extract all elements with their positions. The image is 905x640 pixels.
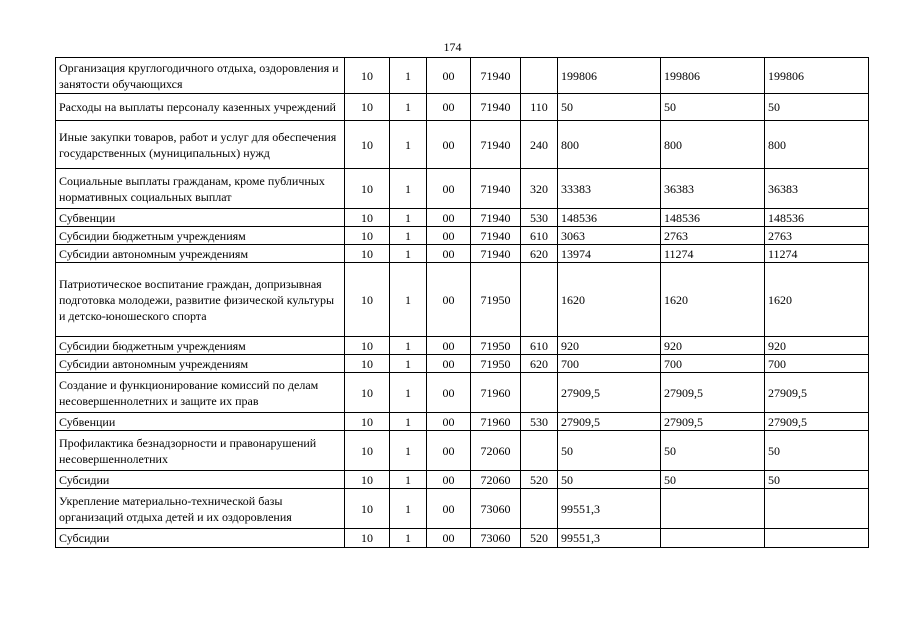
subsection-code: 1 (390, 337, 427, 355)
amount-year-1: 27909,5 (558, 373, 661, 413)
target-article-code: 71940 (471, 245, 521, 263)
program-code: 00 (427, 489, 471, 529)
expense-type-code (521, 58, 558, 94)
amount-year-2 (661, 529, 765, 548)
amount-year-3: 800 (765, 121, 869, 169)
amount-year-1: 199806 (558, 58, 661, 94)
amount-year-1: 99551,3 (558, 489, 661, 529)
table-row (56, 58, 869, 94)
amount-year-3: 148536 (765, 209, 869, 227)
amount-year-3: 2763 (765, 227, 869, 245)
expense-type-code: 520 (521, 529, 558, 548)
row-name: Укрепление материально-технической базы организаций отдыха детей и их оздоровления (56, 489, 345, 529)
subsection-code: 1 (390, 413, 427, 431)
amount-year-2: 2763 (661, 227, 765, 245)
expense-type-code: 610 (521, 227, 558, 245)
row-name: Субвенции (56, 413, 345, 431)
program-code: 00 (427, 121, 471, 169)
program-code: 00 (427, 209, 471, 227)
amount-year-3: 11274 (765, 245, 869, 263)
row-name: Субсидии бюджетным учреждениям (56, 227, 345, 245)
row-name: Социальные выплаты гражданам, кроме публичных нормативных социальных выплат (56, 169, 345, 209)
section-code: 10 (345, 471, 390, 489)
subsection-code: 1 (390, 121, 427, 169)
expense-type-code: 620 (521, 245, 558, 263)
target-article-code: 71940 (471, 227, 521, 245)
amount-year-1: 27909,5 (558, 413, 661, 431)
amount-year-2: 920 (661, 337, 765, 355)
target-article-code: 71940 (471, 209, 521, 227)
program-code: 00 (427, 227, 471, 245)
amount-year-3: 27909,5 (765, 373, 869, 413)
table-row (56, 227, 869, 245)
expense-type-code: 620 (521, 355, 558, 373)
section-code: 10 (345, 413, 390, 431)
program-code: 00 (427, 94, 471, 121)
section-code: 10 (345, 355, 390, 373)
section-code: 10 (345, 169, 390, 209)
target-article-code: 71950 (471, 337, 521, 355)
section-code: 10 (345, 245, 390, 263)
amount-year-1: 148536 (558, 209, 661, 227)
expense-type-code: 320 (521, 169, 558, 209)
target-article-code: 72060 (471, 471, 521, 489)
table-row (56, 94, 869, 121)
amount-year-1: 99551,3 (558, 529, 661, 548)
amount-year-3: 36383 (765, 169, 869, 209)
expense-type-code: 240 (521, 121, 558, 169)
row-name: Патриотическое воспитание граждан, допризывная подготовка молодежи, развитие физической культуры и детско-юношеского спорта (56, 263, 345, 337)
subsection-code: 1 (390, 94, 427, 121)
expense-type-code: 520 (521, 471, 558, 489)
row-name: Профилактика безнадзорности и правонарушений несовершеннолетних (56, 431, 345, 471)
amount-year-2: 148536 (661, 209, 765, 227)
row-name: Иные закупки товаров, работ и услуг для обеспечения государственных (муниципальных) нужд (56, 121, 345, 169)
target-article-code: 71940 (471, 121, 521, 169)
expense-type-code: 530 (521, 209, 558, 227)
table-row (56, 263, 869, 337)
section-code: 10 (345, 263, 390, 337)
table-row (56, 121, 869, 169)
section-code: 10 (345, 227, 390, 245)
program-code: 00 (427, 373, 471, 413)
row-name: Субсидии бюджетным учреждениям (56, 337, 345, 355)
subsection-code: 1 (390, 529, 427, 548)
amount-year-3: 1620 (765, 263, 869, 337)
amount-year-1: 3063 (558, 227, 661, 245)
amount-year-2: 199806 (661, 58, 765, 94)
subsection-code: 1 (390, 245, 427, 263)
amount-year-2: 50 (661, 471, 765, 489)
section-code: 10 (345, 431, 390, 471)
program-code: 00 (427, 431, 471, 471)
expense-type-code: 110 (521, 94, 558, 121)
amount-year-2: 27909,5 (661, 373, 765, 413)
table-row (56, 529, 869, 548)
amount-year-3: 50 (765, 471, 869, 489)
amount-year-1: 13974 (558, 245, 661, 263)
program-code: 00 (427, 337, 471, 355)
amount-year-2: 700 (661, 355, 765, 373)
row-name: Субвенции (56, 209, 345, 227)
amount-year-2: 1620 (661, 263, 765, 337)
target-article-code: 71950 (471, 263, 521, 337)
subsection-code: 1 (390, 227, 427, 245)
target-article-code: 71950 (471, 355, 521, 373)
target-article-code: 71960 (471, 413, 521, 431)
subsection-code: 1 (390, 373, 427, 413)
program-code: 00 (427, 169, 471, 209)
amount-year-2: 11274 (661, 245, 765, 263)
table-row (56, 431, 869, 471)
program-code: 00 (427, 471, 471, 489)
section-code: 10 (345, 337, 390, 355)
amount-year-2: 27909,5 (661, 413, 765, 431)
section-code: 10 (345, 373, 390, 413)
amount-year-3: 700 (765, 355, 869, 373)
subsection-code: 1 (390, 431, 427, 471)
expense-type-code (521, 373, 558, 413)
amount-year-1: 50 (558, 471, 661, 489)
amount-year-2: 800 (661, 121, 765, 169)
budget-table (55, 57, 869, 548)
page-number: 174 (443, 40, 462, 54)
expense-type-code (521, 263, 558, 337)
row-name: Расходы на выплаты персоналу казенных учреждений (56, 94, 345, 121)
section-code: 10 (345, 58, 390, 94)
amount-year-3: 50 (765, 94, 869, 121)
table-row (56, 169, 869, 209)
row-name: Субсидии (56, 529, 345, 548)
amount-year-3 (765, 489, 869, 529)
amount-year-3: 27909,5 (765, 413, 869, 431)
amount-year-1: 1620 (558, 263, 661, 337)
subsection-code: 1 (390, 58, 427, 94)
program-code: 00 (427, 58, 471, 94)
subsection-code: 1 (390, 263, 427, 337)
table-row (56, 245, 869, 263)
table-row (56, 471, 869, 489)
subsection-code: 1 (390, 471, 427, 489)
expense-type-code: 530 (521, 413, 558, 431)
section-code: 10 (345, 121, 390, 169)
row-name: Организация круглогодичного отдыха, оздоровления и занятости обучающихся (56, 58, 345, 94)
amount-year-2 (661, 489, 765, 529)
subsection-code: 1 (390, 169, 427, 209)
row-name: Создание и функционирование комиссий по делам несовершеннолетних и защите их прав (56, 373, 345, 413)
amount-year-2: 36383 (661, 169, 765, 209)
amount-year-1: 920 (558, 337, 661, 355)
section-code: 10 (345, 489, 390, 529)
row-name: Субсидии автономным учреждениям (56, 245, 345, 263)
amount-year-3: 920 (765, 337, 869, 355)
section-code: 10 (345, 529, 390, 548)
expense-type-code (521, 431, 558, 471)
amount-year-2: 50 (661, 431, 765, 471)
expense-type-code: 610 (521, 337, 558, 355)
subsection-code: 1 (390, 489, 427, 529)
amount-year-2: 50 (661, 94, 765, 121)
table-row (56, 209, 869, 227)
amount-year-1: 50 (558, 431, 661, 471)
target-article-code: 71940 (471, 58, 521, 94)
row-name: Субсидии автономным учреждениям (56, 355, 345, 373)
program-code: 00 (427, 529, 471, 548)
amount-year-3: 199806 (765, 58, 869, 94)
target-article-code: 71940 (471, 169, 521, 209)
program-code: 00 (427, 245, 471, 263)
target-article-code: 72060 (471, 431, 521, 471)
expense-type-code (521, 489, 558, 529)
row-name: Субсидии (56, 471, 345, 489)
target-article-code: 73060 (471, 529, 521, 548)
amount-year-1: 800 (558, 121, 661, 169)
section-code: 10 (345, 94, 390, 121)
table-row (56, 413, 869, 431)
table-row (56, 489, 869, 529)
amount-year-3 (765, 529, 869, 548)
amount-year-1: 33383 (558, 169, 661, 209)
subsection-code: 1 (390, 355, 427, 373)
program-code: 00 (427, 413, 471, 431)
table-row (56, 373, 869, 413)
target-article-code: 73060 (471, 489, 521, 529)
amount-year-1: 50 (558, 94, 661, 121)
target-article-code: 71940 (471, 94, 521, 121)
subsection-code: 1 (390, 209, 427, 227)
amount-year-3: 50 (765, 431, 869, 471)
target-article-code: 71960 (471, 373, 521, 413)
table-row (56, 337, 869, 355)
amount-year-1: 700 (558, 355, 661, 373)
program-code: 00 (427, 355, 471, 373)
table-row (56, 355, 869, 373)
section-code: 10 (345, 209, 390, 227)
program-code: 00 (427, 263, 471, 337)
